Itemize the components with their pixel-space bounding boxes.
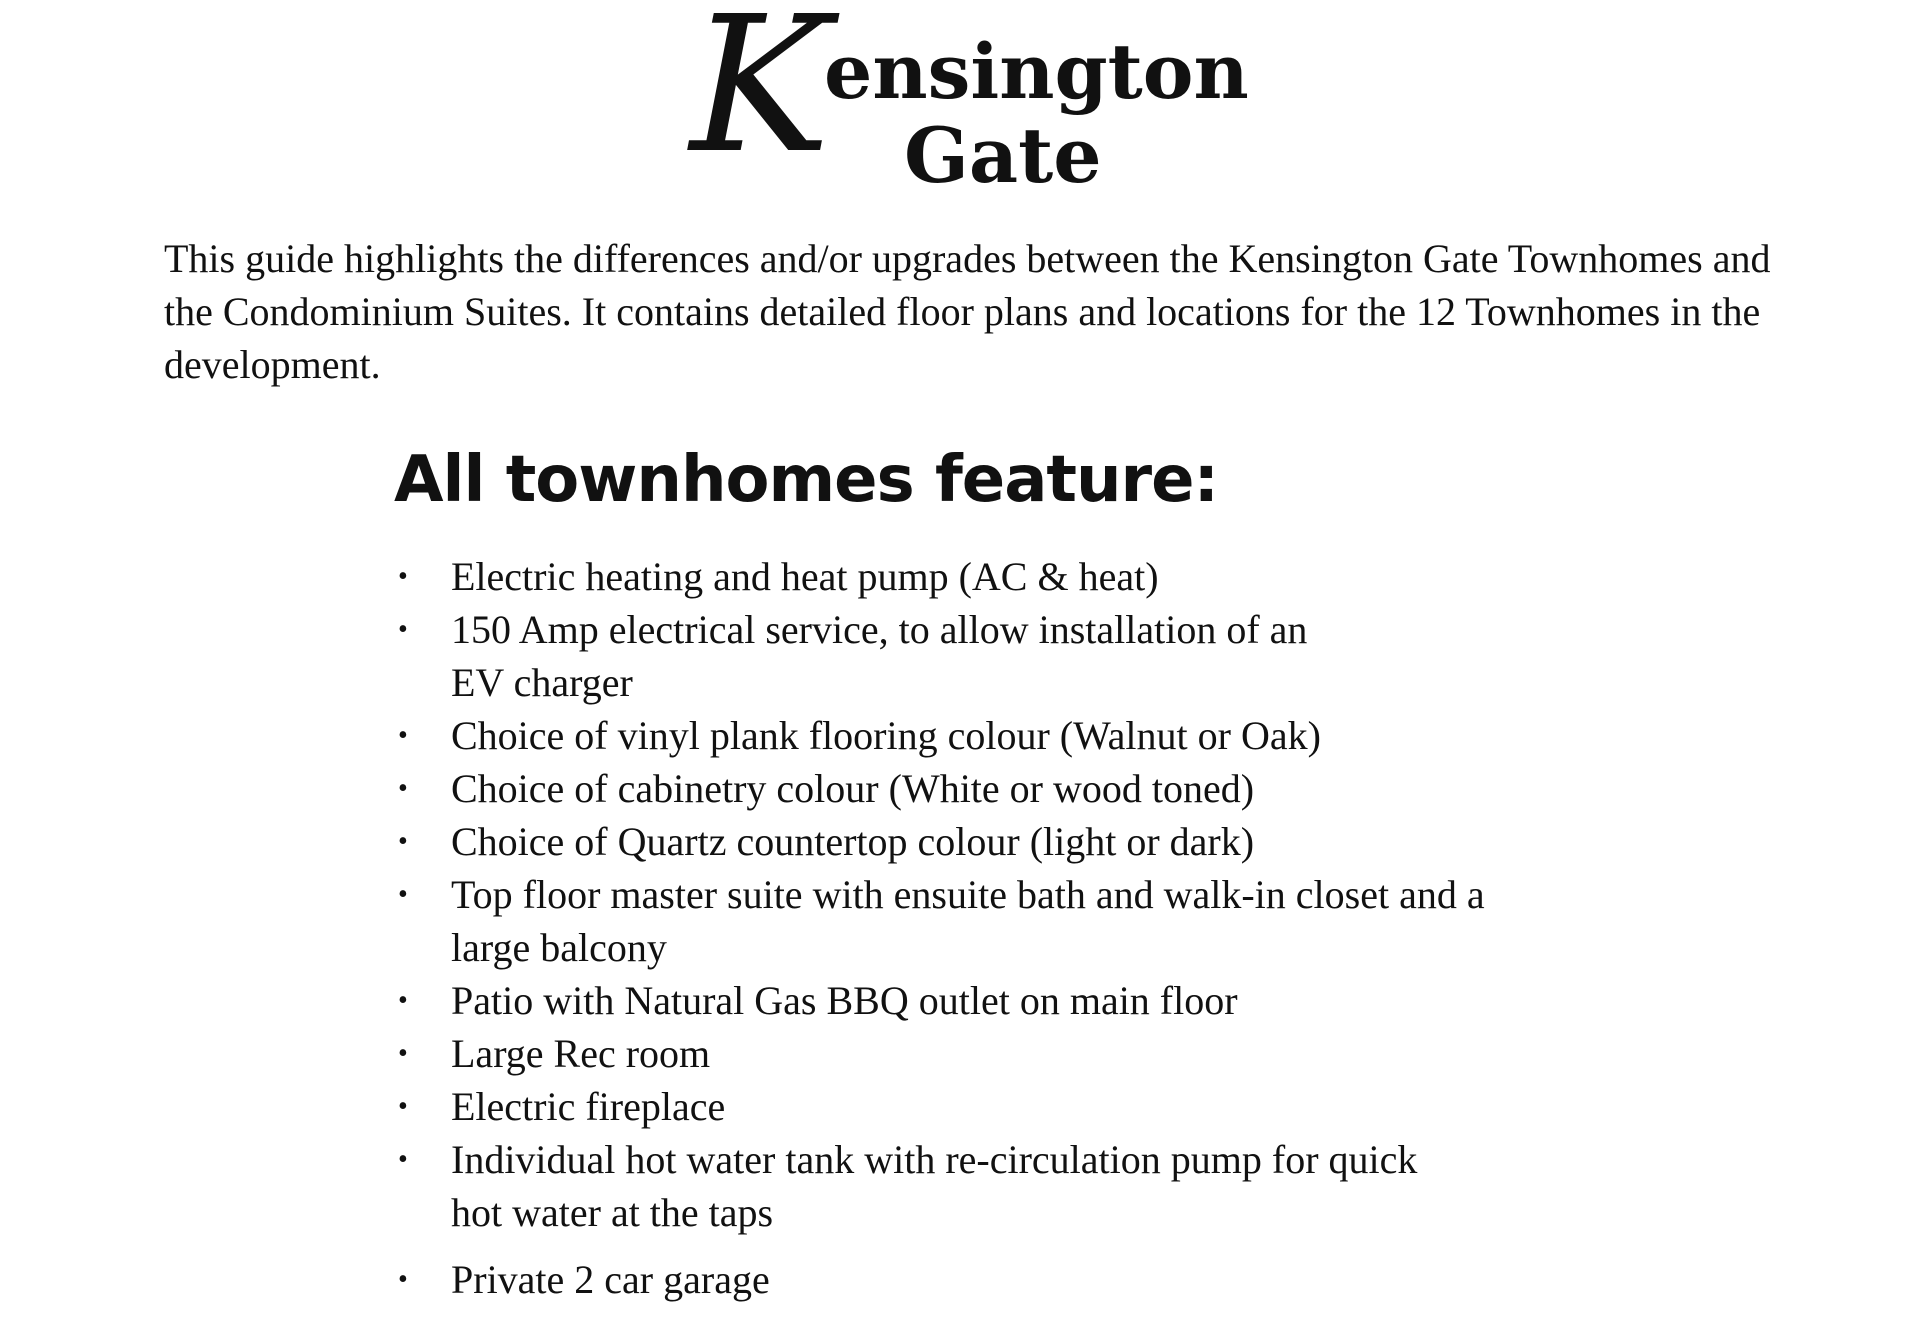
feature-text: Top floor master suite with ensuite bath and walk-in closet and a large balcony [451, 872, 1485, 970]
logo-word-gate: Gate [904, 111, 1102, 200]
bullet-icon: • [398, 985, 408, 1016]
feature-text: Electric heating and heat pump (AC & heat) [451, 554, 1159, 599]
bullet-icon: • [398, 720, 408, 751]
list-item [394, 1027, 1594, 1080]
list-item [394, 815, 1594, 868]
bullet-icon: • [398, 1091, 408, 1122]
feature-text: Individual hot water tank with re-circulation pump for quick hot water at the taps [451, 1137, 1418, 1235]
bullet-icon: • [398, 561, 408, 592]
features-list [394, 550, 1594, 1306]
list-item [394, 550, 1311, 603]
logo-initial: K [690, 0, 831, 195]
feature-text: Choice of Quartz countertop colour (light or dark) [451, 819, 1255, 864]
feature-text: Choice of cabinetry colour (White or wood toned) [451, 766, 1255, 811]
bullet-icon: • [398, 826, 408, 857]
list-item [394, 868, 1531, 974]
feature-text: 150 Amp electrical service, to allow installation of an EV charger [451, 607, 1308, 705]
bullet-icon: • [398, 1144, 408, 1175]
list-item [394, 1133, 1471, 1239]
feature-text: Choice of vinyl plank flooring colour (Walnut or Oak) [451, 713, 1321, 758]
list-item [394, 1080, 1594, 1133]
bullet-icon: • [398, 879, 408, 910]
feature-text: Large Rec room [451, 1031, 711, 1076]
logo-word-ensington: ensington [824, 27, 1249, 116]
bullet-icon: • [398, 614, 408, 645]
intro-paragraph: This guide highlights the differences and/or upgrades between the Kensington Gate Townhomes and the Condominium Suites. It contains detailed floor plans and locations for the 12 Townhomes in the development. [164, 236, 1771, 387]
bullet-icon: • [398, 1038, 408, 1069]
features-heading: All townhomes feature: [394, 443, 1219, 517]
feature-text: Patio with Natural Gas BBQ outlet on main floor [451, 978, 1238, 1023]
feature-text: Electric fireplace [451, 1084, 726, 1129]
list-item [394, 603, 1351, 709]
bullet-icon: • [398, 773, 408, 804]
list-item [394, 1253, 1594, 1306]
bullet-icon: • [398, 1264, 408, 1295]
feature-text: Private 2 car garage [451, 1257, 770, 1302]
list-item [394, 974, 1594, 1027]
kensington-gate-logo [690, 0, 1249, 200]
list-item [394, 762, 1594, 815]
list-item [394, 709, 1594, 762]
